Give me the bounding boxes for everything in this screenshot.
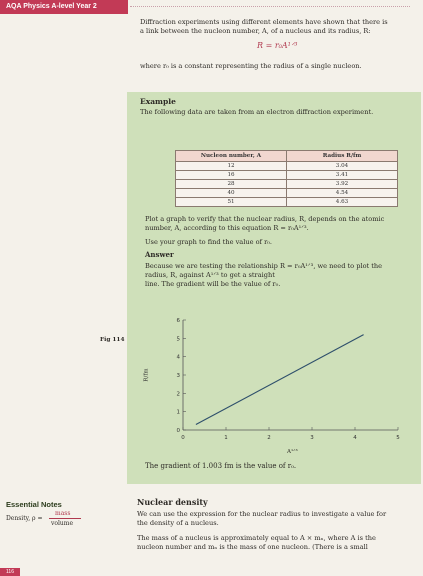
header-rule xyxy=(130,6,410,7)
density-label: Density, ρ = xyxy=(6,515,43,522)
x-tick-label: 0 xyxy=(181,435,185,441)
cell-r: 3.41 xyxy=(287,171,398,180)
y-axis-label: R/fm xyxy=(143,368,150,382)
x-tick-label: 1 xyxy=(224,435,228,441)
cell-a: 16 xyxy=(176,171,287,180)
cell-r: 3.92 xyxy=(287,180,398,189)
page-number: 116 xyxy=(0,568,20,576)
nuclear-density-heading: Nuclear density xyxy=(137,497,208,507)
best-fit-line xyxy=(196,335,364,425)
answer-heading: Answer xyxy=(145,250,174,259)
y-tick-label: 3 xyxy=(176,373,180,379)
cell-a: 51 xyxy=(176,198,287,207)
where-line: where r₀ is a constant representing the radius of a single nucleon. xyxy=(140,62,362,70)
y-tick-label: 5 xyxy=(176,336,180,343)
answer-line-2: radius, R, against A¹ᐟ³ to get a straight xyxy=(145,271,275,279)
density-denominator: volume xyxy=(51,520,74,527)
radius-equation: R = r₀A¹ᐟ³ xyxy=(257,41,298,50)
cell-r: 4.54 xyxy=(287,189,398,198)
table-row xyxy=(176,198,398,207)
cell-a: 12 xyxy=(176,162,287,171)
x-tick-label: 2 xyxy=(267,435,271,441)
example-line: The following data are taken from an electron diffraction experiment. xyxy=(140,108,374,116)
figure-label: Fig 114 xyxy=(100,337,125,343)
answer-line-3: line. The gradient will be the value of r₀. xyxy=(145,280,281,288)
header-nucleon-number: Nucleon number, A xyxy=(176,151,287,162)
task-line-1: Plot a graph to verify that the nuclear radius, R, depends on the atomic xyxy=(145,215,385,223)
table-row xyxy=(176,171,398,180)
example-heading: Example xyxy=(140,97,176,106)
cell-r: 3.04 xyxy=(287,162,398,171)
running-header: AQA Physics A-level Year 2 xyxy=(0,0,128,14)
density-line-4: nucleon number and mₙ is the mass of one nucleon. (There is a small xyxy=(137,543,368,551)
cell-a: 28 xyxy=(176,180,287,189)
x-tick-label: 3 xyxy=(310,435,314,441)
radius-graph xyxy=(155,300,415,460)
y-tick-label: 2 xyxy=(176,391,180,398)
cell-r: 4.63 xyxy=(287,198,398,207)
task-line-2: number, A, according to this equation R = r₀A¹ᐟ³. xyxy=(145,224,309,232)
data-table xyxy=(175,150,398,207)
intro-line-2: a link between the nucleon number, A, of a nucleus and its radius, R: xyxy=(140,27,371,35)
table-row xyxy=(176,189,398,198)
density-line-3: The mass of a nucleus is approximately equal to A × mₙ, where A is the xyxy=(137,534,376,542)
y-tick-label: 0 xyxy=(176,428,180,434)
density-line-1: We can use the expression for the nuclear radius to investigate a value for xyxy=(137,510,387,518)
y-tick-label: 1 xyxy=(176,409,180,416)
cell-a: 40 xyxy=(176,189,287,198)
y-tick-label: 4 xyxy=(176,354,180,361)
density-numerator: mass xyxy=(55,510,71,517)
table-header-row xyxy=(176,151,398,162)
header-radius: Radius R/fm xyxy=(287,151,398,162)
essential-notes-heading: Essential Notes xyxy=(6,500,62,509)
density-line-2: the density of a nucleus. xyxy=(137,519,219,527)
x-tick-label: 5 xyxy=(396,435,400,441)
answer-line-1: Because we are testing the relationship R = r₀A¹ᐟ³, we need to plot the xyxy=(145,262,383,270)
y-tick-label: 6 xyxy=(176,318,180,324)
x-tick-label: 4 xyxy=(353,435,357,441)
x-axis-label: A¹ᐟ³ xyxy=(287,449,298,455)
table-row xyxy=(176,162,398,171)
task-line-3: Use your graph to find the value of r₀. xyxy=(145,238,272,246)
gradient-result: The gradient of 1.003 fm is the value of r₀. xyxy=(145,462,297,470)
intro-line-1: Diffraction experiments using different elements have shown that there is xyxy=(140,18,388,26)
table-row xyxy=(176,180,398,189)
